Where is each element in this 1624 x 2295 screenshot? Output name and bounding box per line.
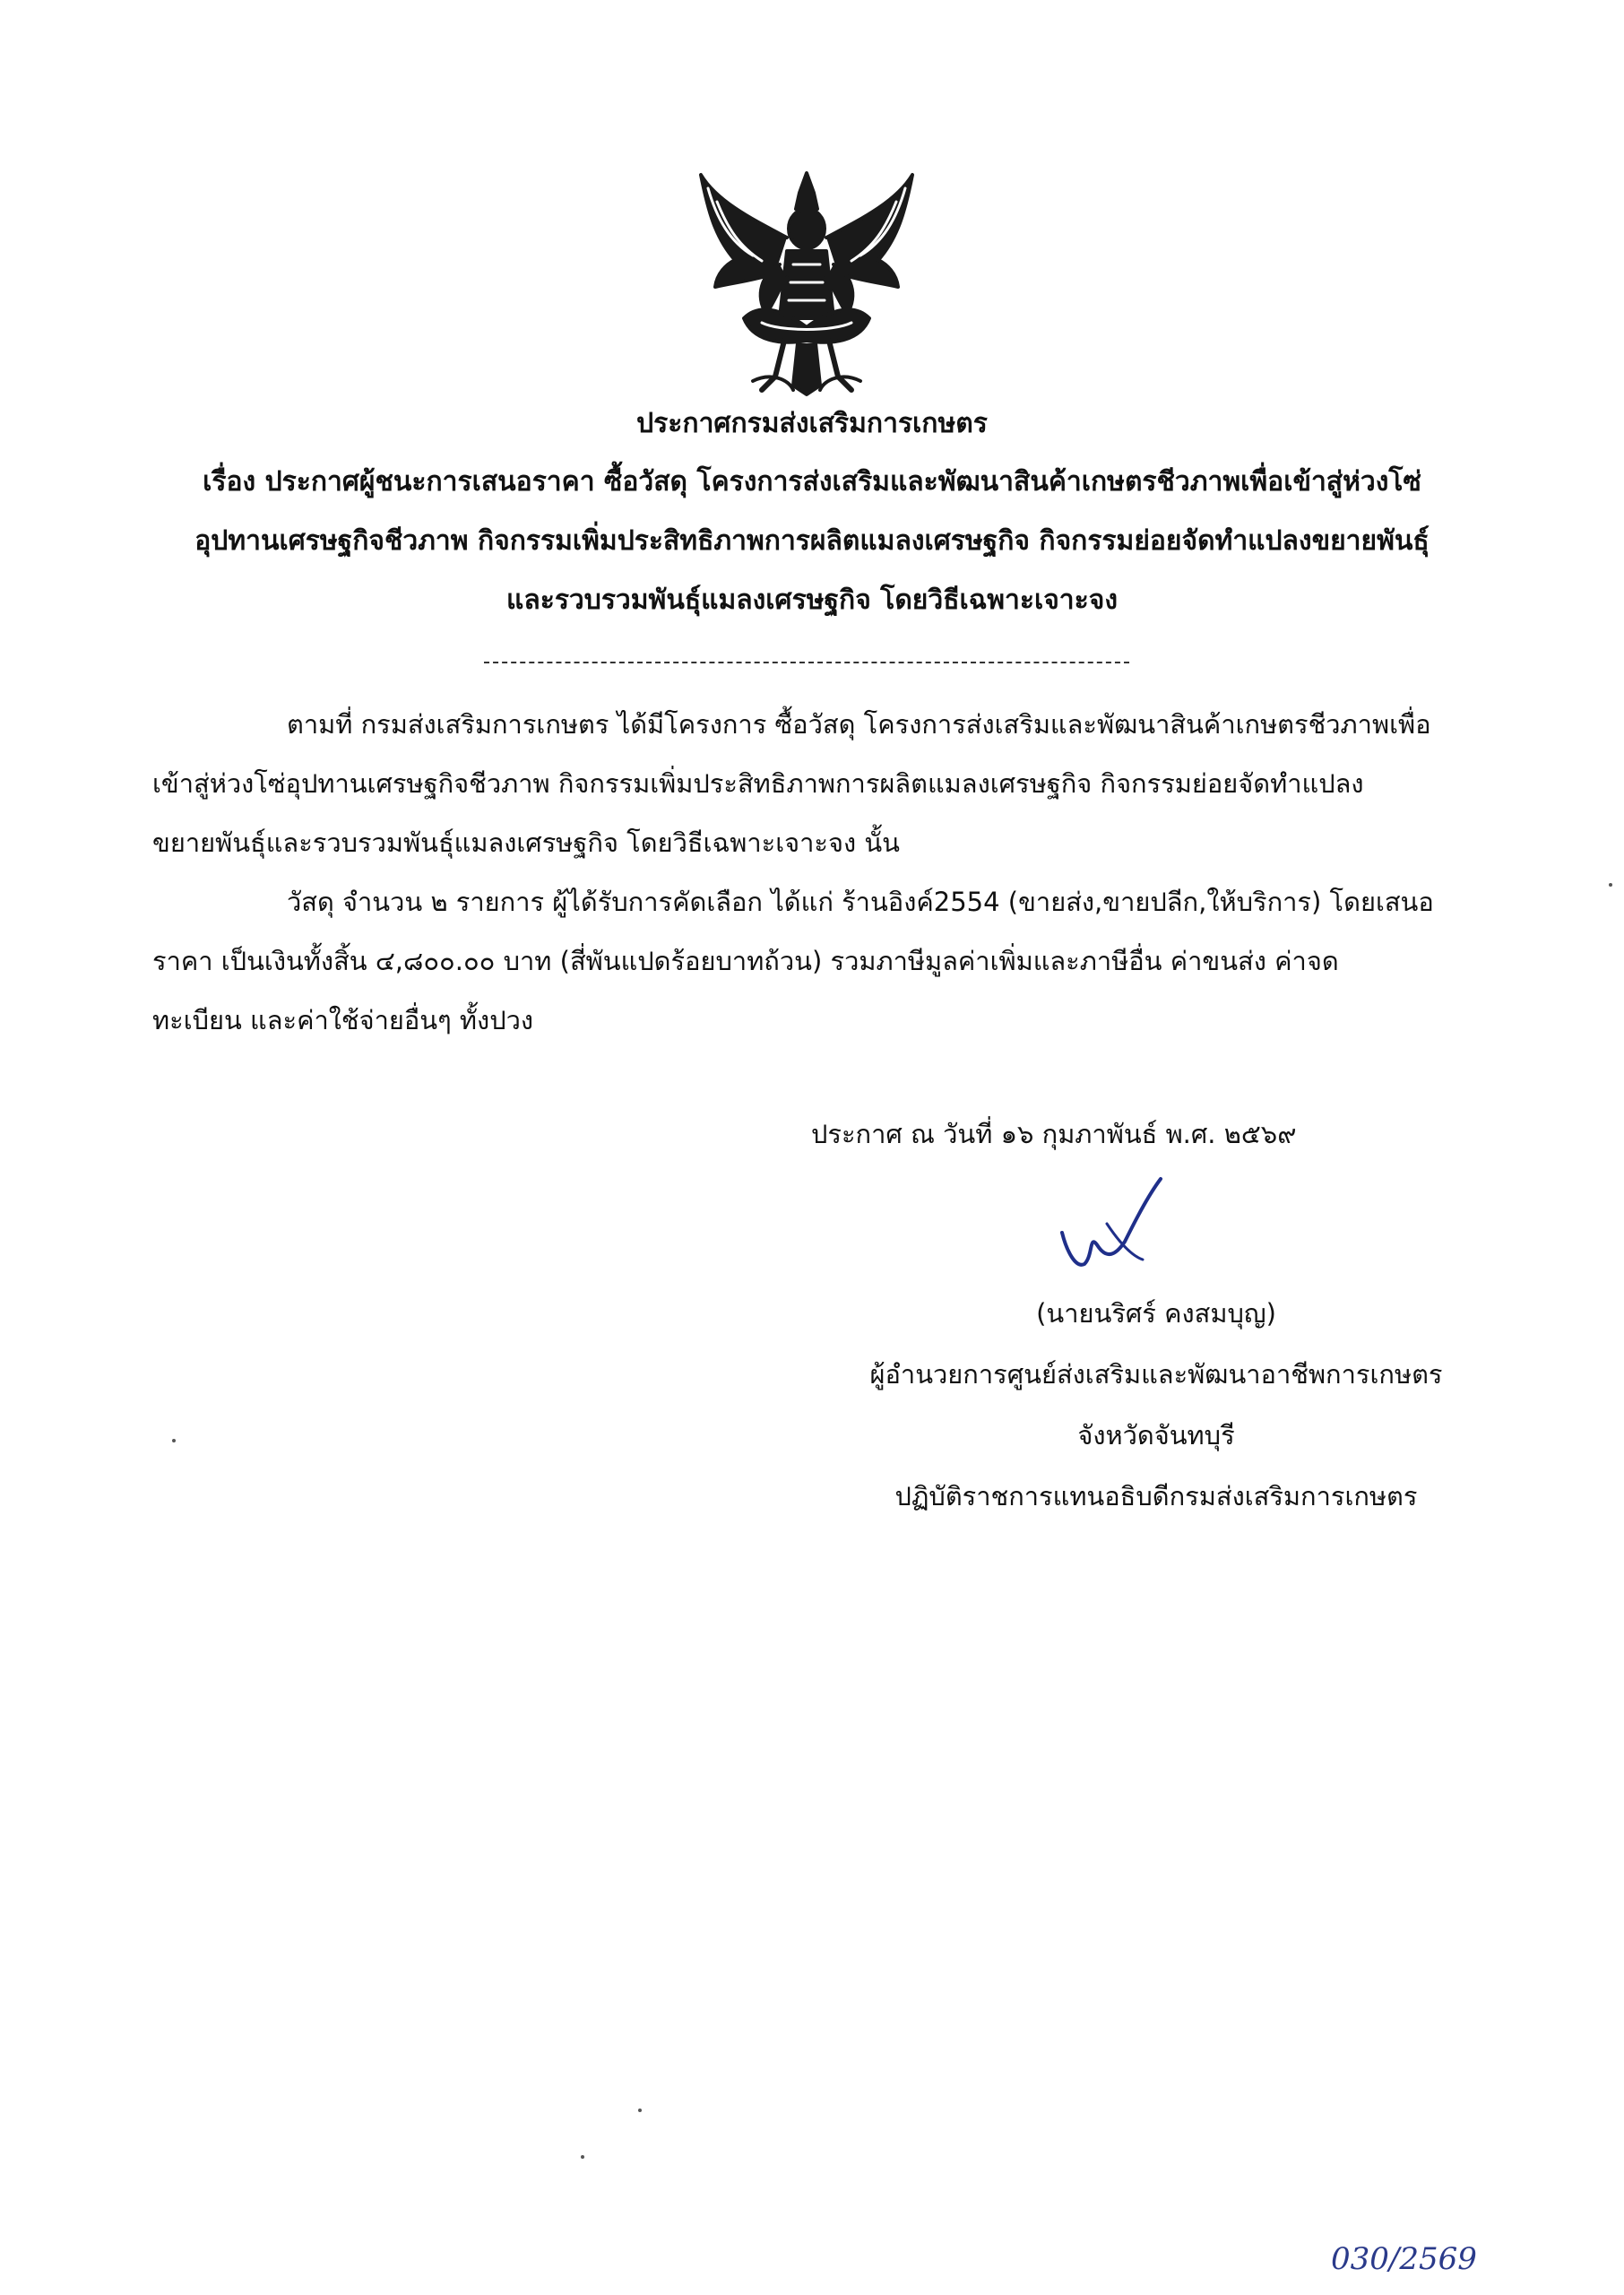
scan-speck bbox=[638, 2109, 642, 2112]
paragraph-line: วัสดุ จำนวน ๒ รายการ ผู้ได้รับการคัดเลือก ได้แก่ ร้านอิงค์2554 (ขายส่ง,ขายปลีก,ให้บริการ) โดยเสนอ bbox=[287, 887, 1434, 917]
paragraph-line: เข้าสู่ห่วงโซ่อุปทานเศรษฐกิจชีวภาพ กิจกรรมเพิ่มประสิทธิภาพการผลิตแมลงเศรษฐกิจ กิจกรรมย่อยจัดทำแปลง bbox=[152, 768, 1364, 799]
paragraph-line: ขยายพันธุ์และรวบรวมพันธุ์แมลงเศรษฐกิจ โดยวิธีเฉพาะเจาะจง นั้น bbox=[152, 827, 900, 858]
dashed-divider bbox=[484, 662, 1129, 663]
signer-position: ผู้อำนวยการศูนย์ส่งเสริมและพัฒนาอาชีพการเกษตร bbox=[869, 1359, 1443, 1390]
signer-name: (นายนริศร์ คงสมบุญ) bbox=[1036, 1298, 1276, 1329]
subject-line: และรวบรวมพันธุ์แมลงเศรษฐกิจ โดยวิธีเฉพาะเจาะจง bbox=[505, 585, 1118, 616]
subject-line: เรื่อง ประกาศผู้ชนะการเสนอราคา ซื้อวัสดุ โครงการส่งเสริมและพัฒนาสินค้าเกษตรชีวภาพเพื่อเข้าสู่ห่วงโซ่ bbox=[203, 466, 1421, 498]
announcement-title: ประกาศกรมส่งเสริมการเกษตร bbox=[636, 408, 988, 439]
scan-speck bbox=[581, 2155, 584, 2159]
subject-heading bbox=[134, 453, 1490, 630]
scan-speck bbox=[172, 1439, 176, 1442]
paragraph-line: ราคา เป็นเงินทั้งสิ้น ๔,๘๐๐.๐๐ บาท (สี่พันแปดร้อยบาทถ้วน) รวมภาษีมูลค่าเพิ่มและภาษีอื่น ค่าขนส่ง ค่าจด bbox=[152, 946, 1339, 976]
announcement-date: ประกาศ ณ วันที่ ๑๖ กุมภาพันธ์ พ.ศ. ๒๕๖๙ bbox=[811, 1119, 1297, 1149]
scan-speck bbox=[1609, 883, 1612, 887]
signer-acting-for: ปฏิบัติราชการแทนอธิบดีกรมส่งเสริมการเกษตร bbox=[894, 1481, 1418, 1511]
subject-line: อุปทานเศรษฐกิจชีวภาพ กิจกรรมเพิ่มประสิทธิภาพการผลิตแมลงเศรษฐกิจ กิจกรรมย่อยจัดทำแปลงขยายพันธุ์ bbox=[194, 525, 1430, 557]
paragraph-line: ทะเบียน และค่าใช้จ่ายอื่นๆ ทั้งปวง bbox=[152, 1005, 534, 1035]
handwritten-signature bbox=[1044, 1170, 1179, 1286]
paragraph-line: ตามที่ กรมส่งเสริมการเกษตร ได้มีโครงการ ซื้อวัสดุ โครงการส่งเสริมและพัฒนาสินค้าเกษตรชีวภาพเพื่อ bbox=[287, 709, 1431, 740]
signer-province: จังหวัดจันทบุรี bbox=[1077, 1420, 1235, 1451]
garuda-emblem-icon bbox=[690, 166, 923, 399]
document-number: 030/2569 bbox=[1331, 2241, 1477, 2277]
body-paragraph-1 bbox=[152, 695, 1461, 872]
body-paragraph-2 bbox=[152, 872, 1461, 1050]
signature-block bbox=[807, 1291, 1506, 1535]
